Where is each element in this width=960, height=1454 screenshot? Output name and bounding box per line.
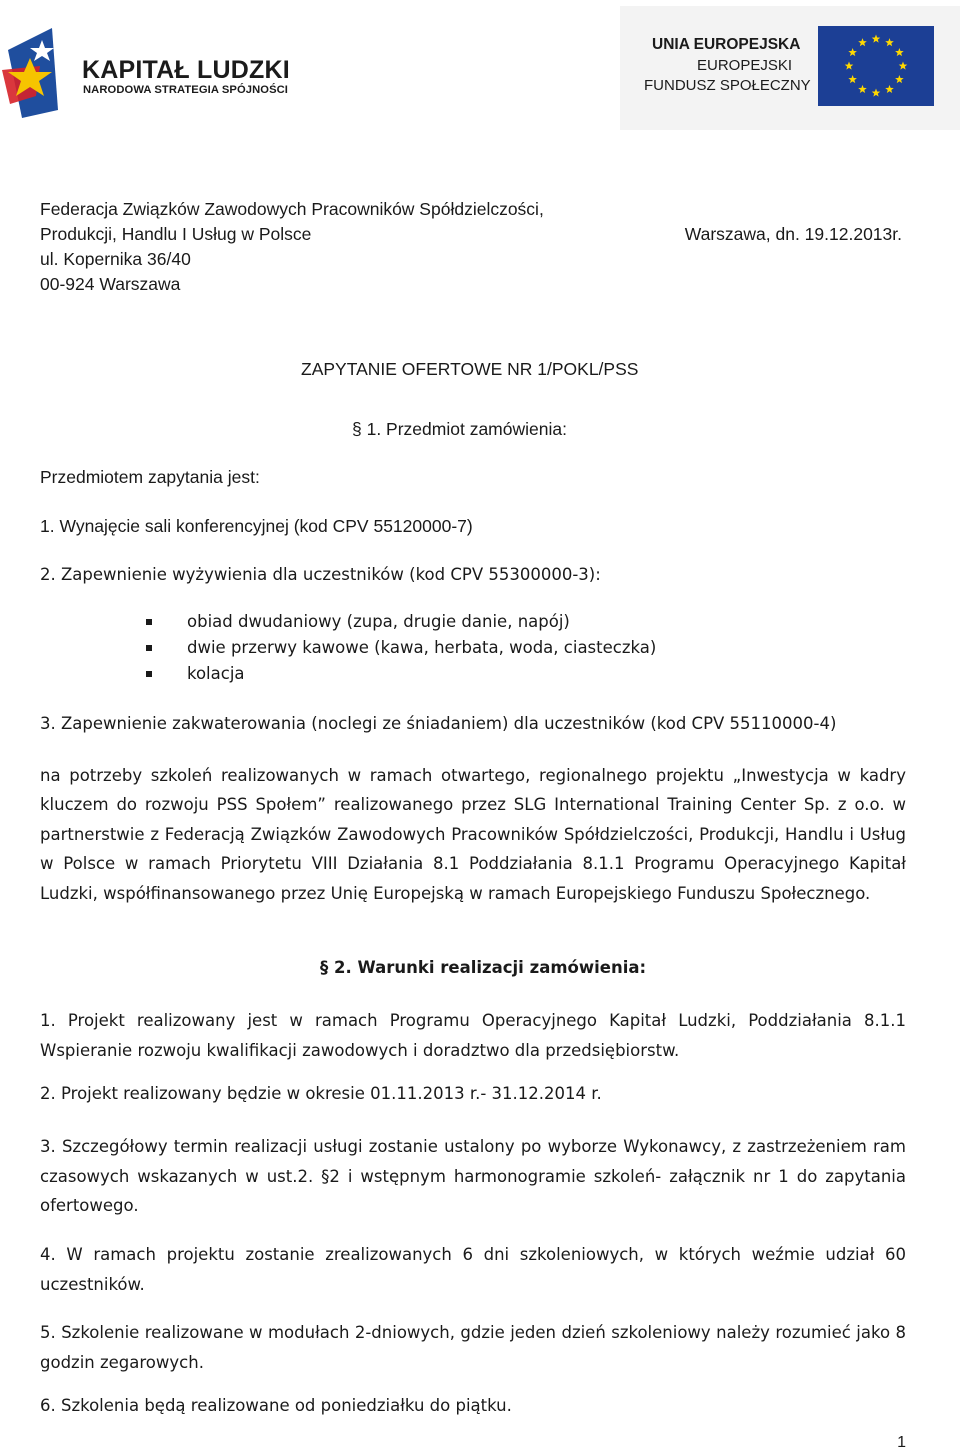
- ue-title-line1: UNIA EUROPEJSKA: [652, 36, 801, 53]
- section2-point4: 4. W ramach projektu zostanie zrealizowanych 6 dni szkoleniowych, w których weźmie udział 60 uczestników.: [40, 1245, 906, 1294]
- section1-paragraph: na potrzeby szkoleń realizowanych w ramach otwartego, regionalnego projektu „Inwestycja w kadry kluczem do rozwoju PSS Społem” realizowanego przez SLG International Training Center Sp. z o.o. w partnerstwie z Federacją Związków Zawodowych Pracowników Spółdzielczości, Produkcji, Handlu i Usług w Polsce w ramach Priorytetu VIII Działania 8.1 Poddziałania 8.1.1 Programu Operacyjnego Kapitał Ludzki, współfinansowanego przez Unię Europejską w ramach Europejskiego Funduszu Społecznego.: [40, 766, 906, 903]
- sender-line: 00-924 Warszawa: [40, 274, 181, 294]
- section2-heading: § 2. Warunki realizacji zamówienia:: [320, 958, 647, 977]
- ue-title-line2: EUROPEJSKI: [697, 57, 793, 74]
- list-item: obiad dwudaniowy (zupa, drugie danie, napój): [187, 612, 570, 631]
- page-number: 1: [897, 1434, 906, 1451]
- sender-address: [40, 197, 544, 297]
- section1-item3: 3. Zapewnienie zakwaterowania (noclegi ze śniadaniem) dla uczestników (kod CPV 55110000-4): [40, 714, 837, 733]
- document-title: ZAPYTANIE OFERTOWE NR 1/POKL/PSS: [301, 359, 639, 379]
- list-item: kolacja: [187, 664, 245, 683]
- kapital-ludzki-title: KAPITAŁ LUDZKI: [82, 56, 290, 84]
- section2-point1: 1. Projekt realizowany jest w ramach Programu Operacyjnego Kapitał Ludzki, Poddziałania 8.1.1 Wspieranie rozwoju kwalifikacji zawodowych i doradztwo dla przedsiębiorstw.: [40, 1011, 906, 1060]
- bullet-square-icon: [146, 671, 152, 677]
- section2-point3: 3. Szczegółowy termin realizacji usługi zostanie ustalony po wyborze Wykonawcy, z zastrzeżeniem ram czasowych wskazanych w ust.2. §2 i wstępnym harmonogramie szkoleń- załącznik nr 1 do zapytania ofertowego.: [40, 1137, 906, 1215]
- section2-point5: 5. Szkolenie realizowane w modułach 2-dniowych, gdzie jeden dzień szkoleniowy należy rozumieć jako 8 godzin zegarowych.: [40, 1323, 906, 1372]
- ue-title-line3: FUNDUSZ SPOŁECZNY: [644, 77, 811, 94]
- list-item: dwie przerwy kawowe (kawa, herbata, woda, ciasteczka): [187, 638, 657, 657]
- section2-point6: 6. Szkolenia będą realizowane od poniedziałku do piątku.: [40, 1396, 512, 1415]
- eu-flag-icon: [818, 26, 934, 106]
- sender-line: Federacja Związków Zawodowych Pracowników Spółdzielczości,: [40, 199, 544, 219]
- sender-line: Produkcji, Handlu I Usług w Polsce: [40, 224, 312, 244]
- section1-intro: Przedmiotem zapytania jest:: [40, 467, 260, 487]
- document-date: Warszawa, dn. 19.12.2013r.: [684, 224, 902, 244]
- section1-item2: 2. Zapewnienie wyżywienia dla uczestników (kod CPV 55300000-3):: [40, 565, 601, 584]
- bullet-square-icon: [146, 645, 152, 651]
- kapital-ludzki-subtitle: NARODOWA STRATEGIA SPÓJNOŚCI: [83, 84, 289, 96]
- section2-point2: 2. Projekt realizowany będzie w okresie 01.11.2013 r.- 31.12.2014 r.: [40, 1084, 602, 1103]
- bullet-square-icon: [146, 619, 152, 625]
- section1-item1: 1. Wynajęcie sali konferencyjnej (kod CPV 55120000-7): [40, 516, 473, 536]
- section1-heading: § 1. Przedmiot zamówienia:: [352, 419, 567, 439]
- sender-line: ul. Kopernika 36/40: [40, 249, 191, 269]
